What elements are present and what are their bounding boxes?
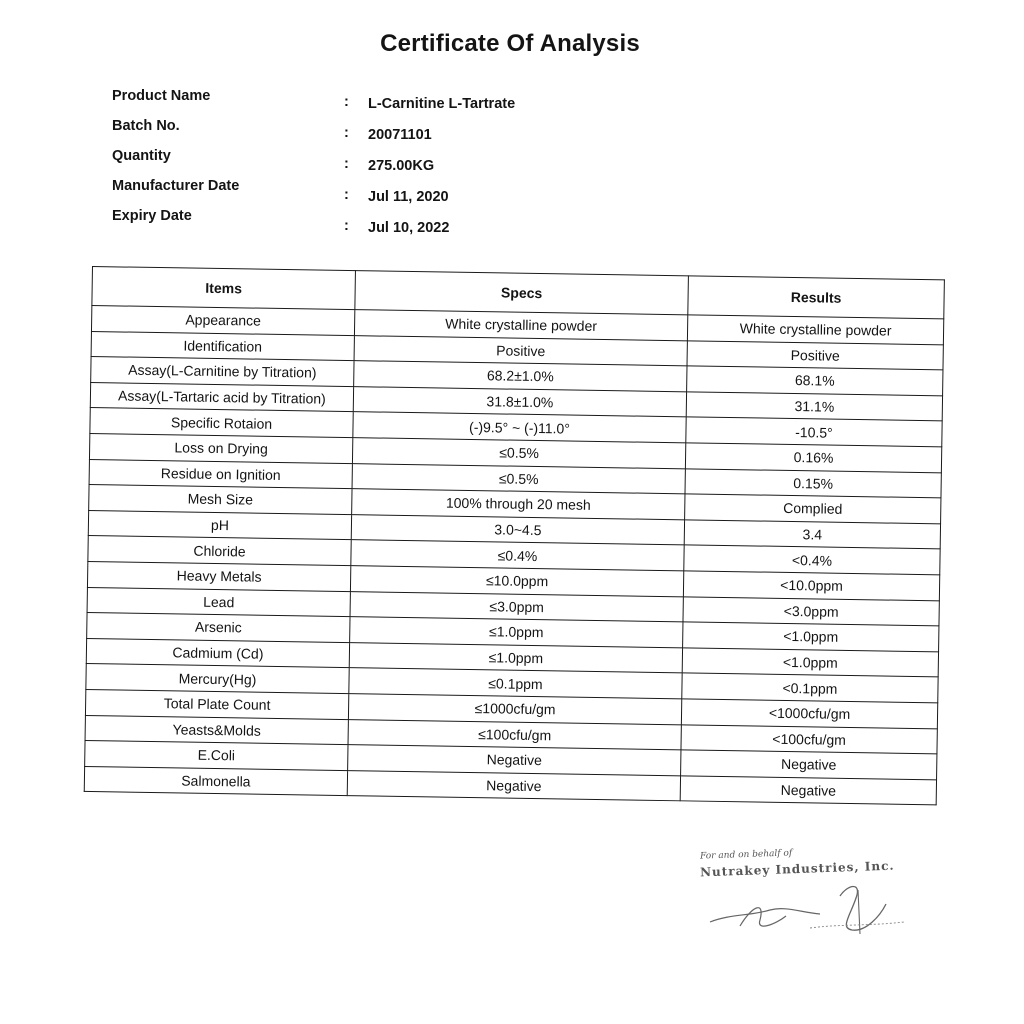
info-label: Product Name xyxy=(112,88,211,104)
cell-item: Appearance xyxy=(91,306,354,336)
cell-item: Assay(L-Carnitine by Titration) xyxy=(91,357,354,387)
cell-item: Total Plate Count xyxy=(85,689,348,719)
cell-spec: 31.8±1.0% xyxy=(353,386,686,417)
cell-result: 3.4 xyxy=(684,520,940,550)
cell-spec: ≤1.0ppm xyxy=(349,642,682,673)
cell-item: Lead xyxy=(87,587,350,617)
cell-spec: 3.0~4.5 xyxy=(351,514,684,545)
cell-spec: ≤100cfu/gm xyxy=(348,719,681,750)
cell-result: <1000cfu/gm xyxy=(681,699,937,729)
info-label: Batch No. xyxy=(112,118,180,134)
cell-result: 31.1% xyxy=(686,392,942,422)
cell-spec: 68.2±1.0% xyxy=(354,361,687,392)
info-separator: : xyxy=(344,156,349,172)
cell-spec: Positive xyxy=(354,335,687,366)
cell-result: 68.1% xyxy=(687,366,943,396)
cell-item: Heavy Metals xyxy=(87,561,350,591)
cell-spec: White crystalline powder xyxy=(354,310,687,341)
cell-item: Salmonella xyxy=(84,766,347,796)
info-separator: : xyxy=(344,94,349,110)
info-value: 275.00KG xyxy=(368,158,435,174)
cell-spec: ≤1.0ppm xyxy=(350,617,683,648)
info-separator: : xyxy=(344,187,349,203)
cell-spec: ≤10.0ppm xyxy=(350,566,683,597)
info-row-batch-no xyxy=(112,119,632,150)
cell-spec: ≤0.4% xyxy=(351,540,684,571)
analysis-table xyxy=(84,266,945,806)
cell-result: White crystalline powder xyxy=(687,315,943,345)
signature-company-name: Nutrakey Industries, Inc. xyxy=(699,858,895,880)
cell-result: Complied xyxy=(685,494,941,524)
analysis-table-wrapper xyxy=(84,266,944,806)
cell-item: Assay(L-Tartaric acid by Titration) xyxy=(90,382,353,412)
cell-spec: (-)9.5° ~ (-)11.0° xyxy=(353,412,686,443)
info-row-expiry-date xyxy=(112,208,632,243)
cell-item: Arsenic xyxy=(87,613,350,643)
info-label: Manufacturer Date xyxy=(112,178,240,194)
cell-item: Specific Rotaion xyxy=(90,408,353,438)
info-row-quantity xyxy=(112,150,632,181)
cell-item: Residue on Ignition xyxy=(89,459,352,489)
cell-item: E.Coli xyxy=(85,741,348,771)
cell-result: <1.0ppm xyxy=(682,648,938,678)
info-label: Expiry Date xyxy=(112,208,192,224)
cell-spec: Negative xyxy=(348,745,681,776)
cell-spec: 100% through 20 mesh xyxy=(352,489,685,520)
column-header-results: Results xyxy=(688,276,945,319)
cell-item: Mesh Size xyxy=(89,485,352,515)
document-title: Certificate Of Analysis xyxy=(380,30,640,57)
cell-spec: ≤0.5% xyxy=(352,463,685,494)
cell-spec: Negative xyxy=(347,770,680,801)
info-value: L-Carnitine L-Tartrate xyxy=(368,96,516,112)
cell-item: pH xyxy=(88,510,351,540)
cell-item: Identification xyxy=(91,331,354,361)
cell-result: Negative xyxy=(680,775,936,805)
info-separator: : xyxy=(344,218,349,234)
cell-item: Loss on Drying xyxy=(89,433,352,463)
cell-spec: ≤0.1ppm xyxy=(349,668,682,699)
info-row-product-name xyxy=(112,88,632,119)
cell-spec: ≤1000cfu/gm xyxy=(348,693,681,724)
signature-on-behalf-text: For and on behalf of xyxy=(699,848,793,862)
info-value: Jul 10, 2022 xyxy=(368,220,450,236)
info-separator: : xyxy=(344,125,349,141)
column-header-items: Items xyxy=(92,267,356,310)
info-value: Jul 11, 2020 xyxy=(368,189,449,205)
signature-stamp xyxy=(690,846,920,942)
cell-result: <10.0ppm xyxy=(683,571,939,601)
cell-result: <0.4% xyxy=(684,545,940,575)
cell-item: Cadmium (Cd) xyxy=(86,638,349,668)
cell-result: <3.0ppm xyxy=(683,596,939,626)
cell-result: Positive xyxy=(687,340,943,370)
product-info xyxy=(112,88,632,243)
cell-result: <100cfu/gm xyxy=(681,724,937,754)
cell-result: 0.15% xyxy=(685,468,941,498)
cell-result: <1.0ppm xyxy=(683,622,939,652)
cell-result: -10.5° xyxy=(686,417,942,447)
handwritten-signature-icon xyxy=(690,876,920,942)
info-value: 20071101 xyxy=(368,127,432,143)
cell-spec: ≤3.0ppm xyxy=(350,591,683,622)
cell-item: Mercury(Hg) xyxy=(86,664,349,694)
cell-result: <0.1ppm xyxy=(682,673,938,703)
column-header-specs: Specs xyxy=(355,271,689,315)
cell-spec: ≤0.5% xyxy=(352,438,685,469)
cell-result: Negative xyxy=(681,750,937,780)
cell-item: Chloride xyxy=(88,536,351,566)
info-label: Quantity xyxy=(112,148,171,164)
cell-result: 0.16% xyxy=(685,443,941,473)
cell-item: Yeasts&Molds xyxy=(85,715,348,745)
